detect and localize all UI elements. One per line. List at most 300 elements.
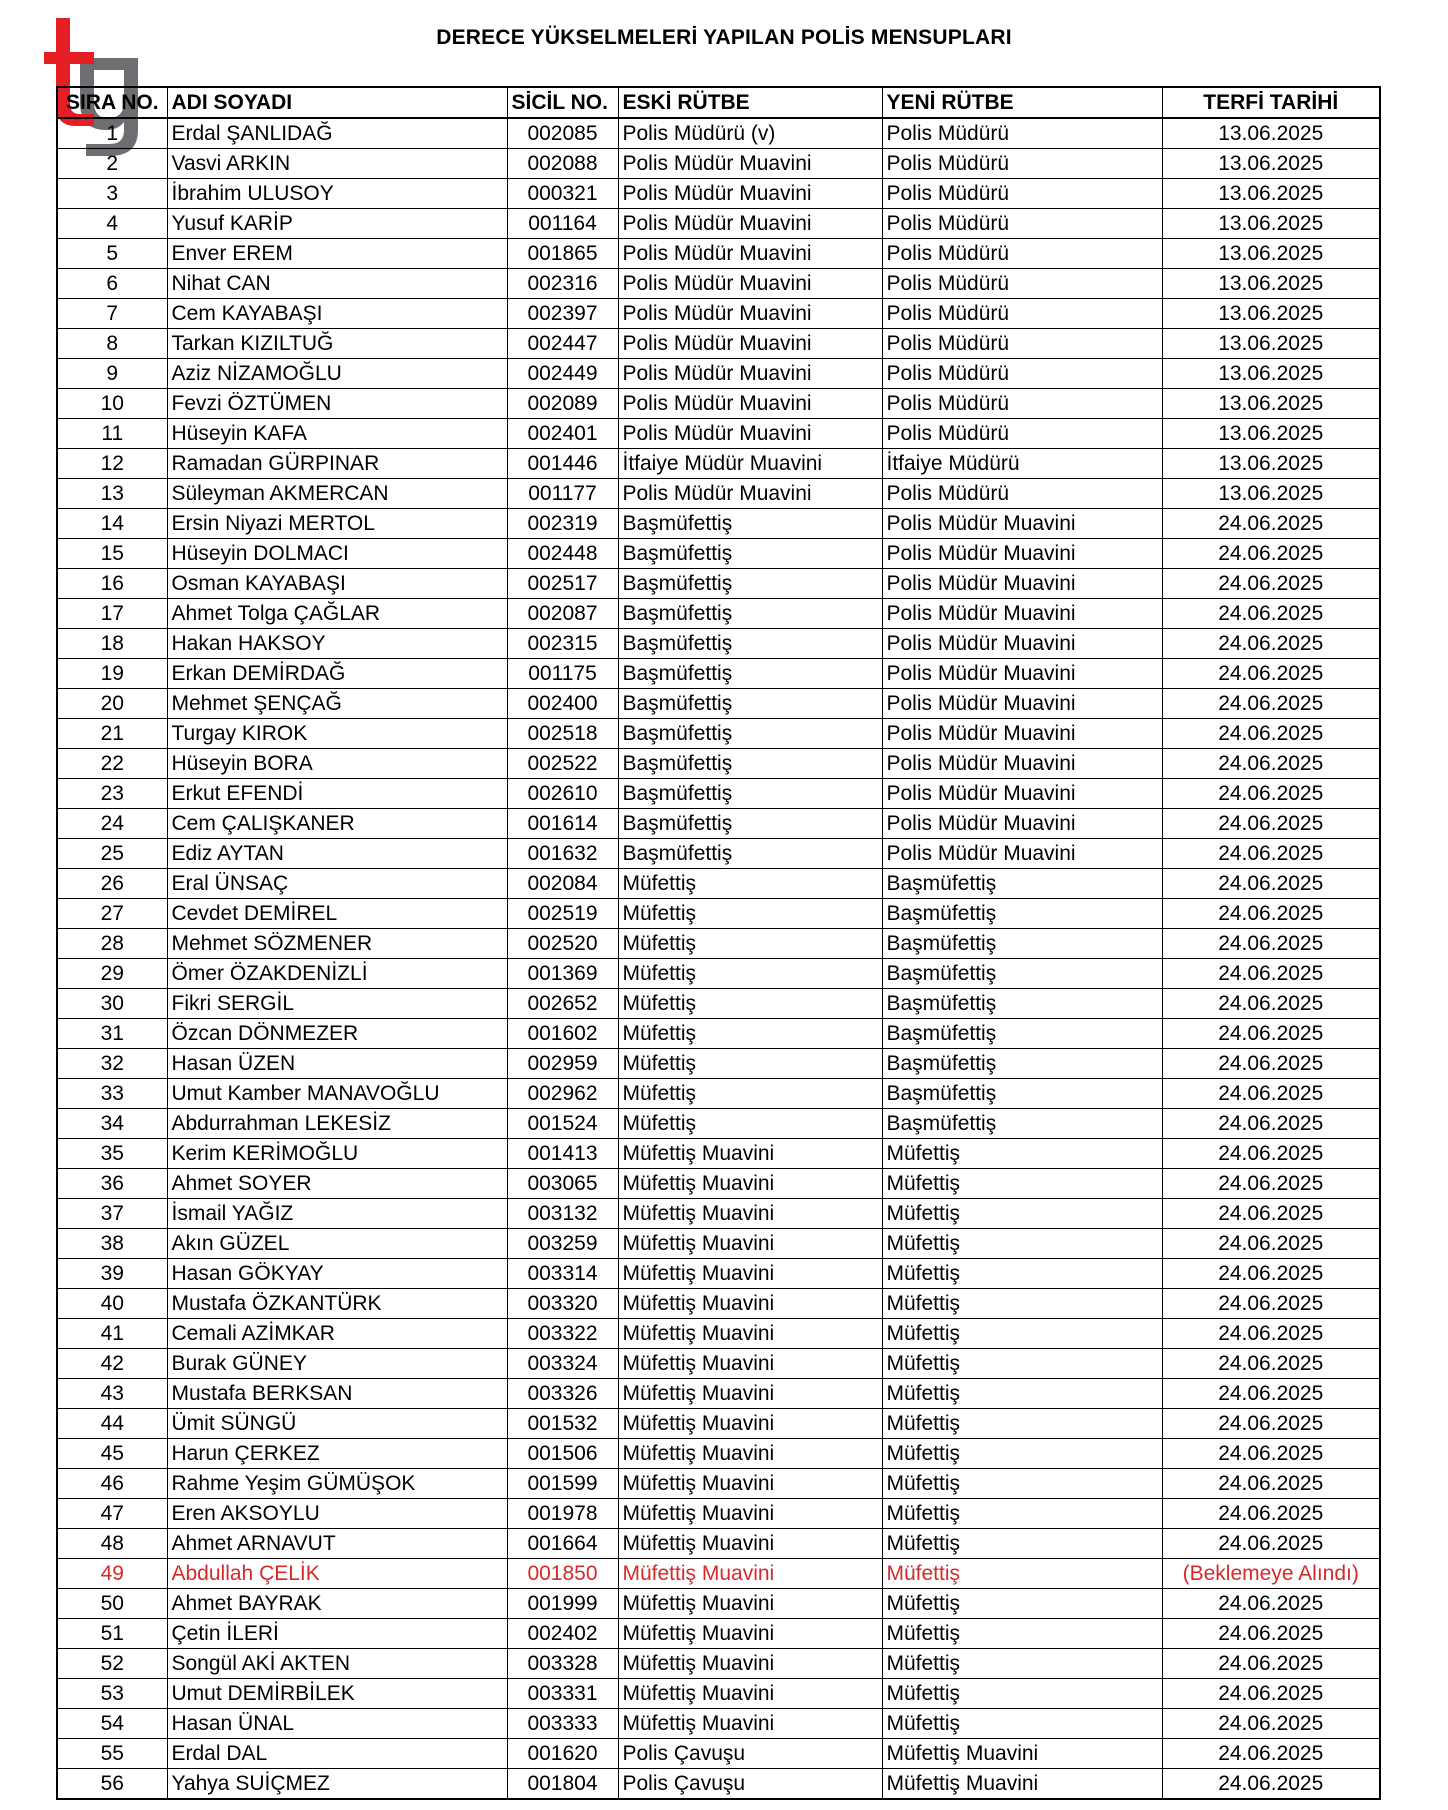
- table-row: [57, 599, 1380, 629]
- cell-eski-rutbe: Başmüfettiş: [618, 659, 882, 689]
- cell-sicil-no: 002085: [507, 118, 618, 149]
- cell-adi-soyadi: Cem ÇALIŞKANER: [167, 809, 507, 839]
- cell-terfi-tarihi: 13.06.2025: [1162, 359, 1380, 389]
- cell-sira-no: 52: [57, 1649, 167, 1679]
- cell-adi-soyadi: Aziz NİZAMOĞLU: [167, 359, 507, 389]
- cell-eski-rutbe: Müfettiş Muavini: [618, 1439, 882, 1469]
- cell-sicil-no: 002447: [507, 329, 618, 359]
- cell-sicil-no: 002401: [507, 419, 618, 449]
- cell-yeni-rutbe: Müfettiş: [882, 1529, 1162, 1559]
- table-row: [57, 1559, 1380, 1589]
- cell-eski-rutbe: Başmüfettiş: [618, 719, 882, 749]
- cell-sicil-no: 002520: [507, 929, 618, 959]
- cell-sicil-no: 001524: [507, 1109, 618, 1139]
- cell-sira-no: 48: [57, 1529, 167, 1559]
- cell-sicil-no: 002084: [507, 869, 618, 899]
- cell-yeni-rutbe: Polis Müdürü: [882, 299, 1162, 329]
- table-row: [57, 929, 1380, 959]
- cell-eski-rutbe: Polis Çavuşu: [618, 1769, 882, 1800]
- cell-terfi-tarihi: 13.06.2025: [1162, 239, 1380, 269]
- cell-sira-no: 56: [57, 1769, 167, 1800]
- table-row: [57, 959, 1380, 989]
- table-row: [57, 1109, 1380, 1139]
- cell-sicil-no: 001978: [507, 1499, 618, 1529]
- cell-sira-no: 50: [57, 1589, 167, 1619]
- table-row: [57, 239, 1380, 269]
- cell-sira-no: 20: [57, 689, 167, 719]
- cell-terfi-tarihi: 13.06.2025: [1162, 449, 1380, 479]
- cell-adi-soyadi: Hüseyin DOLMACI: [167, 539, 507, 569]
- cell-sicil-no: 001446: [507, 449, 618, 479]
- cell-sira-no: 41: [57, 1319, 167, 1349]
- cell-sicil-no: 002959: [507, 1049, 618, 1079]
- cell-sicil-no: 002088: [507, 149, 618, 179]
- cell-sicil-no: 003320: [507, 1289, 618, 1319]
- cell-eski-rutbe: Müfettiş Muavini: [618, 1229, 882, 1259]
- cell-sira-no: 27: [57, 899, 167, 929]
- cell-terfi-tarihi: 24.06.2025: [1162, 1079, 1380, 1109]
- cell-adi-soyadi: Enver EREM: [167, 239, 507, 269]
- table-row: [57, 209, 1380, 239]
- cell-terfi-tarihi: 24.06.2025: [1162, 989, 1380, 1019]
- cell-yeni-rutbe: Müfettiş: [882, 1679, 1162, 1709]
- table-row: [57, 539, 1380, 569]
- cell-eski-rutbe: Müfettiş: [618, 1109, 882, 1139]
- cell-terfi-tarihi: 24.06.2025: [1162, 1709, 1380, 1739]
- cell-eski-rutbe: Polis Müdür Muavini: [618, 209, 882, 239]
- table-row: [57, 569, 1380, 599]
- cell-eski-rutbe: Polis Müdürü (v): [618, 118, 882, 149]
- cell-yeni-rutbe: Başmüfettiş: [882, 869, 1162, 899]
- cell-terfi-tarihi: 13.06.2025: [1162, 389, 1380, 419]
- cell-sira-no: 21: [57, 719, 167, 749]
- table-row: [57, 899, 1380, 929]
- cell-sira-no: 45: [57, 1439, 167, 1469]
- cell-yeni-rutbe: Müfettiş: [882, 1349, 1162, 1379]
- cell-sicil-no: 003324: [507, 1349, 618, 1379]
- cell-sicil-no: 002518: [507, 719, 618, 749]
- cell-yeni-rutbe: Polis Müdür Muavini: [882, 779, 1162, 809]
- cell-yeni-rutbe: Başmüfettiş: [882, 1049, 1162, 1079]
- cell-terfi-tarihi: 24.06.2025: [1162, 1349, 1380, 1379]
- cell-yeni-rutbe: Başmüfettiş: [882, 929, 1162, 959]
- cell-yeni-rutbe: Müfettiş: [882, 1559, 1162, 1589]
- cell-adi-soyadi: Umut Kamber MANAVOĞLU: [167, 1079, 507, 1109]
- table-row: [57, 629, 1380, 659]
- cell-sicil-no: 003331: [507, 1679, 618, 1709]
- cell-yeni-rutbe: Polis Müdür Muavini: [882, 569, 1162, 599]
- cell-terfi-tarihi: 24.06.2025: [1162, 689, 1380, 719]
- cell-sira-no: 8: [57, 329, 167, 359]
- cell-yeni-rutbe: Başmüfettiş: [882, 1109, 1162, 1139]
- cell-eski-rutbe: Başmüfettiş: [618, 599, 882, 629]
- cell-eski-rutbe: Müfettiş: [618, 1079, 882, 1109]
- cell-yeni-rutbe: Polis Müdürü: [882, 389, 1162, 419]
- cell-yeni-rutbe: Polis Müdür Muavini: [882, 509, 1162, 539]
- cell-sicil-no: 002449: [507, 359, 618, 389]
- cell-adi-soyadi: Erdal ŞANLIDAĞ: [167, 118, 507, 149]
- cell-adi-soyadi: Harun ÇERKEZ: [167, 1439, 507, 1469]
- cell-yeni-rutbe: Başmüfettiş: [882, 1019, 1162, 1049]
- cell-eski-rutbe: Başmüfettiş: [618, 539, 882, 569]
- cell-sicil-no: 002517: [507, 569, 618, 599]
- table-row: [57, 149, 1380, 179]
- cell-eski-rutbe: Polis Müdür Muavini: [618, 149, 882, 179]
- cell-adi-soyadi: Fikri SERGİL: [167, 989, 507, 1019]
- cell-adi-soyadi: Burak GÜNEY: [167, 1349, 507, 1379]
- cell-terfi-tarihi: 24.06.2025: [1162, 539, 1380, 569]
- cell-adi-soyadi: Cevdet DEMİREL: [167, 899, 507, 929]
- table-row: [57, 1439, 1380, 1469]
- cell-sira-no: 31: [57, 1019, 167, 1049]
- cell-terfi-tarihi: 13.06.2025: [1162, 269, 1380, 299]
- table-row: [57, 509, 1380, 539]
- cell-sicil-no: 001614: [507, 809, 618, 839]
- cell-eski-rutbe: Polis Müdür Muavini: [618, 179, 882, 209]
- table-row: [57, 449, 1380, 479]
- cell-adi-soyadi: Çetin İLERİ: [167, 1619, 507, 1649]
- cell-sira-no: 12: [57, 449, 167, 479]
- cell-adi-soyadi: Osman KAYABAŞI: [167, 569, 507, 599]
- cell-yeni-rutbe: Müfettiş: [882, 1649, 1162, 1679]
- table-row: [57, 1529, 1380, 1559]
- cell-eski-rutbe: Başmüfettiş: [618, 509, 882, 539]
- cell-eski-rutbe: Polis Müdür Muavini: [618, 329, 882, 359]
- cell-sicil-no: 002402: [507, 1619, 618, 1649]
- header-yeni-rutbe: YENİ RÜTBE: [882, 87, 1162, 118]
- cell-sira-no: 24: [57, 809, 167, 839]
- cell-sira-no: 18: [57, 629, 167, 659]
- cell-yeni-rutbe: Müfettiş Muavini: [882, 1769, 1162, 1800]
- cell-sicil-no: 001999: [507, 1589, 618, 1619]
- cell-sicil-no: 000321: [507, 179, 618, 209]
- cell-yeni-rutbe: Müfettiş Muavini: [882, 1739, 1162, 1769]
- cell-adi-soyadi: Ümit SÜNGÜ: [167, 1409, 507, 1439]
- cell-sicil-no: 003333: [507, 1709, 618, 1739]
- cell-terfi-tarihi: 13.06.2025: [1162, 419, 1380, 449]
- table-row: [57, 989, 1380, 1019]
- cell-sira-no: 44: [57, 1409, 167, 1439]
- cell-terfi-tarihi: 24.06.2025: [1162, 659, 1380, 689]
- cell-sira-no: 33: [57, 1079, 167, 1109]
- promotion-table: [56, 86, 1381, 1800]
- cell-sicil-no: 003065: [507, 1169, 618, 1199]
- cell-terfi-tarihi: 24.06.2025: [1162, 1529, 1380, 1559]
- cell-yeni-rutbe: Polis Müdür Muavini: [882, 599, 1162, 629]
- cell-sira-no: 2: [57, 149, 167, 179]
- cell-yeni-rutbe: Müfettiş: [882, 1139, 1162, 1169]
- cell-yeni-rutbe: Polis Müdür Muavini: [882, 719, 1162, 749]
- cell-terfi-tarihi: 24.06.2025: [1162, 1679, 1380, 1709]
- table-row: [57, 1649, 1380, 1679]
- cell-sicil-no: 001804: [507, 1769, 618, 1800]
- cell-yeni-rutbe: Polis Müdür Muavini: [882, 839, 1162, 869]
- cell-sicil-no: 001865: [507, 239, 618, 269]
- cell-eski-rutbe: Polis Müdür Muavini: [618, 299, 882, 329]
- cell-yeni-rutbe: Müfettiş: [882, 1169, 1162, 1199]
- cell-eski-rutbe: Başmüfettiş: [618, 749, 882, 779]
- cell-eski-rutbe: Müfettiş Muavini: [618, 1499, 882, 1529]
- cell-eski-rutbe: Müfettiş Muavini: [618, 1379, 882, 1409]
- cell-eski-rutbe: Polis Müdür Muavini: [618, 269, 882, 299]
- cell-terfi-tarihi: 24.06.2025: [1162, 1289, 1380, 1319]
- cell-sira-no: 9: [57, 359, 167, 389]
- cell-sira-no: 35: [57, 1139, 167, 1169]
- table-body: [57, 118, 1380, 1799]
- cell-terfi-tarihi: 24.06.2025: [1162, 809, 1380, 839]
- cell-eski-rutbe: Başmüfettiş: [618, 569, 882, 599]
- cell-terfi-tarihi: 13.06.2025: [1162, 209, 1380, 239]
- cell-sicil-no: 002397: [507, 299, 618, 329]
- table-row: [57, 179, 1380, 209]
- table-row: [57, 299, 1380, 329]
- cell-yeni-rutbe: Polis Müdür Muavini: [882, 749, 1162, 779]
- cell-sicil-no: 001175: [507, 659, 618, 689]
- cell-terfi-tarihi: 24.06.2025: [1162, 959, 1380, 989]
- cell-terfi-tarihi: 24.06.2025: [1162, 509, 1380, 539]
- cell-adi-soyadi: Hasan ÜZEN: [167, 1049, 507, 1079]
- header-sira-no: SIRA NO.: [57, 87, 167, 118]
- cell-adi-soyadi: Umut DEMİRBİLEK: [167, 1679, 507, 1709]
- cell-adi-soyadi: İsmail YAĞIZ: [167, 1199, 507, 1229]
- table-row: [57, 1079, 1380, 1109]
- cell-terfi-tarihi: 24.06.2025: [1162, 1739, 1380, 1769]
- cell-yeni-rutbe: Müfettiş: [882, 1709, 1162, 1739]
- table-row: [57, 659, 1380, 689]
- cell-eski-rutbe: Başmüfettiş: [618, 629, 882, 659]
- cell-sira-no: 43: [57, 1379, 167, 1409]
- cell-adi-soyadi: Yahya SUİÇMEZ: [167, 1769, 507, 1800]
- cell-sira-no: 34: [57, 1109, 167, 1139]
- cell-sira-no: 7: [57, 299, 167, 329]
- cell-adi-soyadi: Ahmet ARNAVUT: [167, 1529, 507, 1559]
- cell-terfi-tarihi: 24.06.2025: [1162, 1439, 1380, 1469]
- cell-yeni-rutbe: Müfettiş: [882, 1259, 1162, 1289]
- table-row: [57, 1679, 1380, 1709]
- cell-sira-no: 32: [57, 1049, 167, 1079]
- cell-adi-soyadi: Vasvi ARKIN: [167, 149, 507, 179]
- cell-yeni-rutbe: Polis Müdürü: [882, 269, 1162, 299]
- cell-adi-soyadi: Tarkan KIZILTUĞ: [167, 329, 507, 359]
- cell-yeni-rutbe: Polis Müdürü: [882, 209, 1162, 239]
- cell-eski-rutbe: Başmüfettiş: [618, 809, 882, 839]
- cell-adi-soyadi: Ömer ÖZAKDENİZLİ: [167, 959, 507, 989]
- table-row: [57, 419, 1380, 449]
- table-row: [57, 389, 1380, 419]
- cell-adi-soyadi: Eral ÜNSAÇ: [167, 869, 507, 899]
- cell-terfi-tarihi: 13.06.2025: [1162, 329, 1380, 359]
- cell-adi-soyadi: Erkut EFENDİ: [167, 779, 507, 809]
- cell-eski-rutbe: Müfettiş Muavini: [618, 1259, 882, 1289]
- cell-sicil-no: 001506: [507, 1439, 618, 1469]
- cell-sira-no: 53: [57, 1679, 167, 1709]
- cell-adi-soyadi: Hasan ÜNAL: [167, 1709, 507, 1739]
- cell-eski-rutbe: Polis Çavuşu: [618, 1739, 882, 1769]
- cell-adi-soyadi: Nihat CAN: [167, 269, 507, 299]
- cell-terfi-tarihi: 24.06.2025: [1162, 569, 1380, 599]
- table-row: [57, 1169, 1380, 1199]
- cell-sira-no: 6: [57, 269, 167, 299]
- cell-yeni-rutbe: Polis Müdürü: [882, 419, 1162, 449]
- cell-yeni-rutbe: Polis Müdür Muavini: [882, 629, 1162, 659]
- cell-sicil-no: 002448: [507, 539, 618, 569]
- cell-eski-rutbe: Müfettiş: [618, 1049, 882, 1079]
- cell-sicil-no: 002522: [507, 749, 618, 779]
- cell-terfi-tarihi: 24.06.2025: [1162, 899, 1380, 929]
- cell-sira-no: 38: [57, 1229, 167, 1259]
- cell-terfi-tarihi: 24.06.2025: [1162, 1499, 1380, 1529]
- cell-yeni-rutbe: Müfettiş: [882, 1289, 1162, 1319]
- cell-terfi-tarihi: 24.06.2025: [1162, 1139, 1380, 1169]
- table-row: [57, 1049, 1380, 1079]
- cell-eski-rutbe: Müfettiş: [618, 1019, 882, 1049]
- cell-eski-rutbe: Müfettiş: [618, 959, 882, 989]
- cell-terfi-tarihi: 13.06.2025: [1162, 179, 1380, 209]
- header-terfi-tarihi: TERFİ TARİHİ: [1162, 87, 1380, 118]
- cell-eski-rutbe: Polis Müdür Muavini: [618, 479, 882, 509]
- cell-adi-soyadi: Turgay KIROK: [167, 719, 507, 749]
- cell-sicil-no: 001599: [507, 1469, 618, 1499]
- cell-adi-soyadi: Erkan DEMİRDAĞ: [167, 659, 507, 689]
- cell-terfi-tarihi: 24.06.2025: [1162, 1019, 1380, 1049]
- cell-adi-soyadi: Hakan HAKSOY: [167, 629, 507, 659]
- cell-eski-rutbe: Polis Müdür Muavini: [618, 359, 882, 389]
- cell-sicil-no: 001164: [507, 209, 618, 239]
- header-sicil-no: SİCİL NO.: [507, 87, 618, 118]
- cell-adi-soyadi: Ramadan GÜRPINAR: [167, 449, 507, 479]
- cell-yeni-rutbe: Polis Müdürü: [882, 359, 1162, 389]
- cell-adi-soyadi: Akın GÜZEL: [167, 1229, 507, 1259]
- cell-eski-rutbe: Müfettiş Muavini: [618, 1649, 882, 1679]
- cell-sira-no: 42: [57, 1349, 167, 1379]
- cell-eski-rutbe: Müfettiş Muavini: [618, 1469, 882, 1499]
- cell-sira-no: 40: [57, 1289, 167, 1319]
- cell-sicil-no: 002316: [507, 269, 618, 299]
- table-row: [57, 779, 1380, 809]
- cell-terfi-tarihi: 13.06.2025: [1162, 118, 1380, 149]
- cell-terfi-tarihi: 24.06.2025: [1162, 1469, 1380, 1499]
- cell-adi-soyadi: Eren AKSOYLU: [167, 1499, 507, 1529]
- cell-sicil-no: 001532: [507, 1409, 618, 1439]
- cell-sicil-no: 001602: [507, 1019, 618, 1049]
- table-row: [57, 1769, 1380, 1800]
- cell-adi-soyadi: Hüseyin BORA: [167, 749, 507, 779]
- cell-adi-soyadi: Yusuf KARİP: [167, 209, 507, 239]
- cell-sira-no: 16: [57, 569, 167, 599]
- table-row: [57, 269, 1380, 299]
- cell-terfi-tarihi: 24.06.2025: [1162, 1199, 1380, 1229]
- cell-adi-soyadi: Songül AKİ AKTEN: [167, 1649, 507, 1679]
- table-row: [57, 869, 1380, 899]
- cell-adi-soyadi: Ediz AYTAN: [167, 839, 507, 869]
- cell-sicil-no: 001177: [507, 479, 618, 509]
- header-eski-rutbe: ESKİ RÜTBE: [618, 87, 882, 118]
- table-row: [57, 1349, 1380, 1379]
- cell-sira-no: 37: [57, 1199, 167, 1229]
- table-row: [57, 1229, 1380, 1259]
- cell-sira-no: 51: [57, 1619, 167, 1649]
- cell-eski-rutbe: Müfettiş: [618, 869, 882, 899]
- cell-adi-soyadi: Özcan DÖNMEZER: [167, 1019, 507, 1049]
- cell-yeni-rutbe: Başmüfettiş: [882, 899, 1162, 929]
- cell-yeni-rutbe: Polis Müdürü: [882, 118, 1162, 149]
- cell-yeni-rutbe: Polis Müdürü: [882, 239, 1162, 269]
- cell-adi-soyadi: Hüseyin KAFA: [167, 419, 507, 449]
- table-row: [57, 1139, 1380, 1169]
- cell-sira-no: 36: [57, 1169, 167, 1199]
- table-row: [57, 749, 1380, 779]
- cell-sira-no: 11: [57, 419, 167, 449]
- cell-terfi-tarihi: 24.06.2025: [1162, 1379, 1380, 1409]
- cell-terfi-tarihi: 24.06.2025: [1162, 1619, 1380, 1649]
- cell-terfi-tarihi: 13.06.2025: [1162, 479, 1380, 509]
- cell-terfi-tarihi: 24.06.2025: [1162, 1649, 1380, 1679]
- cell-terfi-tarihi: 24.06.2025: [1162, 1589, 1380, 1619]
- table-row: [57, 1619, 1380, 1649]
- cell-adi-soyadi: Ahmet SOYER: [167, 1169, 507, 1199]
- cell-eski-rutbe: Müfettiş Muavini: [618, 1199, 882, 1229]
- cell-terfi-tarihi: 13.06.2025: [1162, 299, 1380, 329]
- cell-sicil-no: 002315: [507, 629, 618, 659]
- cell-terfi-tarihi: 24.06.2025: [1162, 929, 1380, 959]
- cell-adi-soyadi: İbrahim ULUSOY: [167, 179, 507, 209]
- cell-sicil-no: 001369: [507, 959, 618, 989]
- cell-adi-soyadi: Süleyman AKMERCAN: [167, 479, 507, 509]
- cell-eski-rutbe: Müfettiş: [618, 929, 882, 959]
- cell-sicil-no: 003326: [507, 1379, 618, 1409]
- cell-adi-soyadi: Mustafa BERKSAN: [167, 1379, 507, 1409]
- cell-yeni-rutbe: Başmüfettiş: [882, 1079, 1162, 1109]
- table-row: [57, 689, 1380, 719]
- table-row: [57, 1709, 1380, 1739]
- cell-terfi-tarihi: 24.06.2025: [1162, 1169, 1380, 1199]
- cell-eski-rutbe: Müfettiş Muavini: [618, 1319, 882, 1349]
- cell-adi-soyadi: Cem KAYABAŞI: [167, 299, 507, 329]
- table-row: [57, 1409, 1380, 1439]
- cell-eski-rutbe: Müfettiş: [618, 989, 882, 1019]
- cell-yeni-rutbe: Polis Müdürü: [882, 479, 1162, 509]
- cell-eski-rutbe: İtfaiye Müdür Muavini: [618, 449, 882, 479]
- cell-sira-no: 19: [57, 659, 167, 689]
- cell-eski-rutbe: Müfettiş Muavini: [618, 1709, 882, 1739]
- cell-eski-rutbe: Müfettiş Muavini: [618, 1529, 882, 1559]
- cell-terfi-tarihi: 24.06.2025: [1162, 629, 1380, 659]
- cell-yeni-rutbe: Başmüfettiş: [882, 989, 1162, 1019]
- cell-sira-no: 1: [57, 118, 167, 149]
- cell-sicil-no: 003259: [507, 1229, 618, 1259]
- cell-sicil-no: 002610: [507, 779, 618, 809]
- table-row: [57, 118, 1380, 149]
- table-row: [57, 329, 1380, 359]
- table-row: [57, 479, 1380, 509]
- cell-terfi-tarihi: 24.06.2025: [1162, 1769, 1380, 1800]
- cell-sira-no: 55: [57, 1739, 167, 1769]
- table-row: [57, 1019, 1380, 1049]
- cell-sira-no: 3: [57, 179, 167, 209]
- cell-eski-rutbe: Müfettiş Muavini: [618, 1589, 882, 1619]
- cell-terfi-tarihi: 24.06.2025: [1162, 749, 1380, 779]
- cell-sira-no: 39: [57, 1259, 167, 1289]
- page-title: DERECE YÜKSELMELERİ YAPILAN POLİS MENSUPLARI: [436, 26, 1012, 49]
- cell-terfi-tarihi: 24.06.2025: [1162, 1409, 1380, 1439]
- cell-sicil-no: 003328: [507, 1649, 618, 1679]
- cell-sicil-no: 003132: [507, 1199, 618, 1229]
- cell-yeni-rutbe: Müfettiş: [882, 1619, 1162, 1649]
- table-row: [57, 1289, 1380, 1319]
- cell-terfi-tarihi: 24.06.2025: [1162, 1319, 1380, 1349]
- cell-sira-no: 47: [57, 1499, 167, 1529]
- cell-sira-no: 10: [57, 389, 167, 419]
